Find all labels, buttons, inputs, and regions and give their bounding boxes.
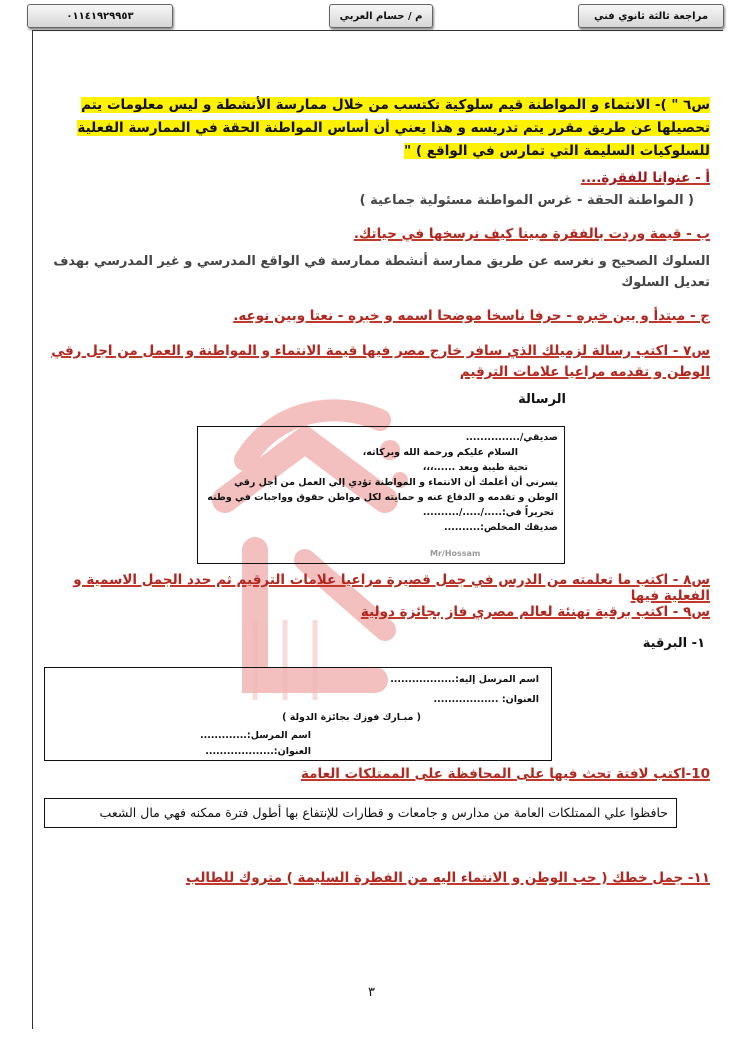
poster-text: حافظوا علي الممتلكات العامة من مدارس و جامعات و قطارات للإنتفاع بها أطول فترة ممكنه فهي مال الشعب — [99, 805, 668, 820]
phone-tab: ٠١١٤١٩٢٩٩٥٣ — [27, 4, 173, 28]
question-8: س٨ - اكتب ما تعلمته من الدرس في جمل قصيرة مراعيا علامات الترقيم ثم حدد الجمل الاسمية و الفعلية فيها — [73, 572, 710, 604]
letter-salam: السلام عليكم ورحمة الله وبركاته، — [362, 447, 518, 458]
letter-body: يسرني أن أعلمك أن الانتماء و المواطنة تؤدي إلي العمل من أجل رقي الوطن و تقدمه و الدفاع عنه و حمايته لكل مواطن حقوق وواجبات في وطنه — [207, 477, 558, 503]
q10-text: اكتب لافتة تحث فيها على المحافظة على الممتلكات العامة — [300, 766, 686, 782]
letter-box — [197, 426, 565, 564]
q10-number: 10- — [685, 766, 710, 782]
question-11: ١١- جمل خطك ( حب الوطن و الانتماء اليه من الفطرة السليمة ) متروك للطالب — [186, 870, 710, 886]
telegram-from-name: اسم المرسل:............. — [200, 730, 311, 741]
q6-b-label: ب - قيمة وردت بالفقرة مبينا كيف نرسخها في حياتك. — [353, 226, 710, 242]
question-10 — [38, 766, 710, 782]
telegram-box — [44, 667, 552, 761]
poster-box — [44, 798, 677, 828]
letter-signature: صديقك المخلص:.......... — [444, 522, 558, 533]
watermark-text: Mr/Hossam — [430, 549, 481, 558]
question-7: س٧ - اكتب رسالة لزميلك الذي سافر خارج مصر فيها قيمة الانتماء و المواطنة و العمل من اجل رقي الوطن و تقدمه مراعيا علامات الترقيم — [51, 343, 710, 380]
q6-c-label: ج - مبتدأ و بين خبره - حرفا ناسخا موضحا اسمه و خبره - نعتا وبين نوعه. — [233, 308, 710, 324]
telegram-message: ( مبـارك فوزك بجائزة الدولة ) — [282, 712, 421, 723]
course-tab: مراجعة ثالثة ثانوي فني — [578, 4, 724, 28]
q6-a-answer: ( المواطنة الحقة - غرس المواطنة مسئولية جماعية ) — [359, 193, 694, 208]
question-6 — [40, 94, 710, 163]
page-number: ٣ — [368, 985, 375, 1000]
letter-title: الرسالة — [518, 392, 566, 407]
question-9: س٩ - اكتب برقية تهنئة لعالم مصري فاز بجائزة دولية — [360, 604, 710, 620]
telegram-to-address: العنوان: .................. — [433, 694, 539, 705]
letter-greeting: صديقي/............... — [465, 432, 558, 443]
q6-b-answer: السلوك الصحيح و نغرسه عن طريق ممارسة أنشطة ممارسة في الواقع المدرسي و غير المدرسي بهدف تعديل السلوك — [53, 254, 710, 290]
q6-text: س٦ " )- الانتماء و المواطنة قيم سلوكية تكتسب من خلال ممارسة الأنشطة و ليس معلومات يتم تحصيلها عن طريق مقرر يتم تدريسه و هذا يعني أن أساس المواطنة الحقة في الممارسة الفعلية للسلوكيات السليمة التي تمارس في الواقع ) " — [77, 97, 710, 159]
q6-a-label: أ - عنوانا للفقرة.... — [580, 170, 710, 186]
teacher-tab: م / حسام العربي — [329, 4, 433, 28]
telegram-from-address: العنوان:................... — [205, 746, 311, 757]
letter-tahiya: تحية طيبة وبعد ......،،، — [422, 462, 528, 473]
letter-date: تحريراً في:...../...../.......... — [422, 507, 554, 518]
q9-sub-label: ١- البرقية — [642, 636, 705, 651]
telegram-to-name: اسم المرسل إليه:.................. — [390, 674, 539, 685]
